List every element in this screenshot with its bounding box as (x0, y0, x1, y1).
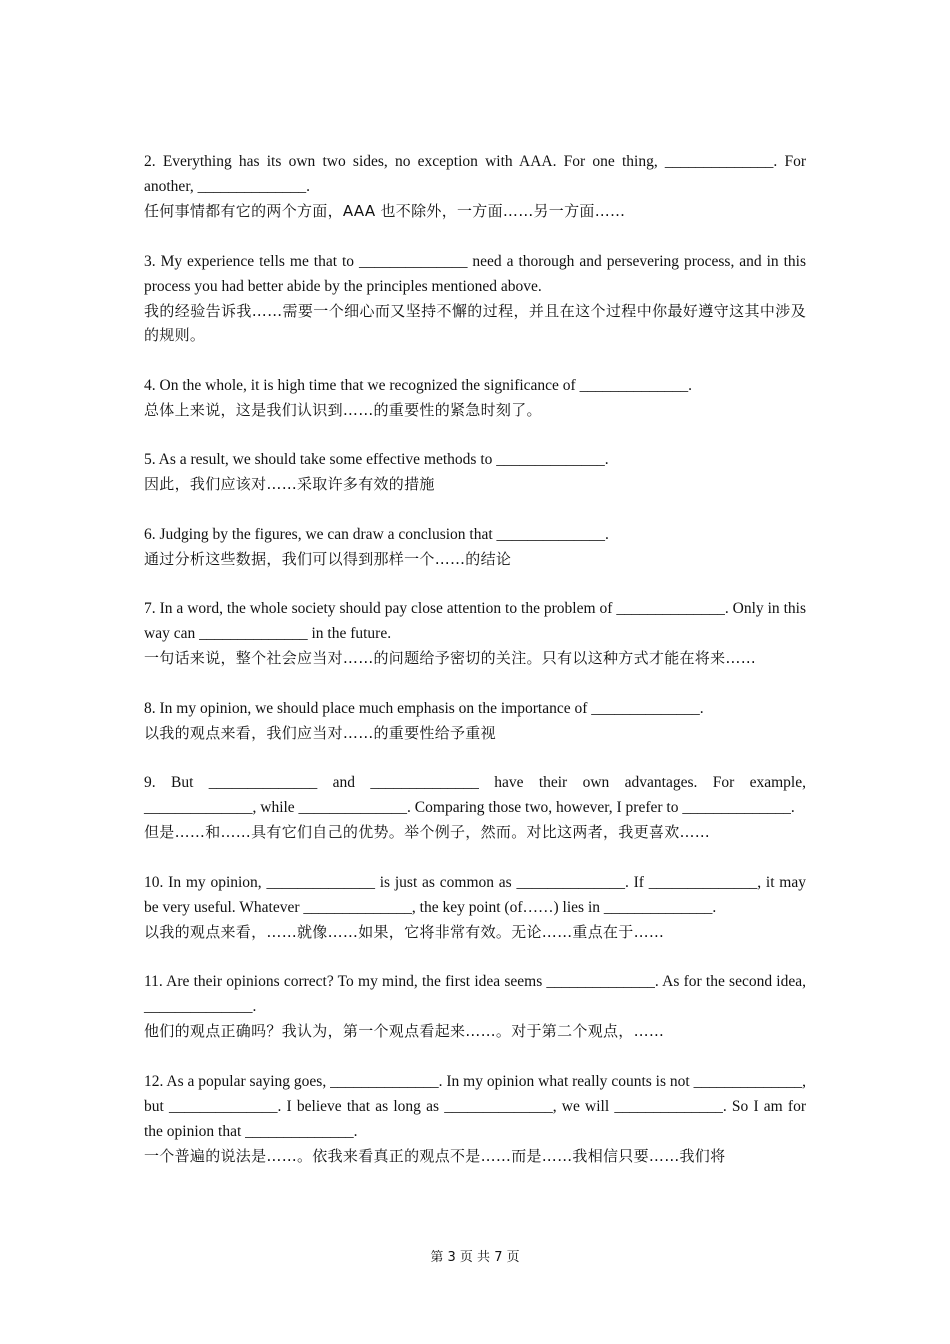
list-item (144, 149, 806, 224)
english-sentence: 11. Are their opinions correct? To my mind, the first idea seems ______________. As for the second idea, ______________. (144, 973, 806, 1015)
english-sentence: 10. In my opinion, ______________ is just as common as ______________. If ______________, it may be very useful. Whatever ______________, the key point (of……) lies in ______________. (144, 873, 806, 916)
chinese-translation: 但是……和……具有它们自己的优势。举个例子，然而。对比这两者，我更喜欢…… (144, 823, 711, 841)
list-item (144, 596, 806, 671)
chinese-translation: 总体上来说，这是我们认识到……的重要性的紧急时刻了。 (144, 400, 542, 419)
list-item (144, 522, 806, 572)
english-sentence: 7. In a word, the whole society should pay close attention to the problem of ______________. Only in this way can ______________ in the future. (144, 600, 806, 642)
english-sentence: 5. As a result, we should take some effective methods to ______________. (144, 451, 609, 468)
english-sentence: 8. In my opinion, we should place much emphasis on the importance of ______________. (144, 699, 704, 717)
chinese-translation: 以我的观点来看，我们应当对……的重要性给予重视 (144, 723, 496, 742)
chinese-translation: 一句话来说，整个社会应当对……的问题给予密切的关注。只有以这种方式才能在将来…… (144, 649, 757, 667)
list-item (144, 870, 806, 945)
list-item (144, 969, 806, 1044)
list-item (144, 447, 806, 497)
english-sentence: 2. Everything has its own two sides, no exception with AAA. For one thing, ______________. For another, ______________. (144, 153, 806, 195)
chinese-translation: 以我的观点来看，……就像……如果，它将非常有效。无论……重点在于…… (144, 922, 665, 941)
list-item (144, 373, 806, 423)
english-sentence: 9. But ______________ and ______________ have their own advantages. For example, ______________, while ______________. Comparing those two, however, I prefer to ______________. (144, 774, 806, 816)
chinese-translation: 我的经验告诉我……需要一个细心而又坚持不懈的过程，并且在这个过程中你最好遵守这其中涉及的规则。 (144, 301, 806, 344)
english-sentence: 6. Judging by the figures, we can draw a conclusion that ______________. (144, 525, 609, 543)
list-item (144, 249, 806, 348)
list-item (144, 770, 806, 845)
english-sentence: 4. On the whole, it is high time that we recognized the significance of ______________. (144, 376, 692, 394)
english-sentence: 12. As a popular saying goes, ______________. In my opinion what really counts is not ______________, but ______________. I believe that as long as ______________, we will ______________. So I am for the opinion that ______________. (144, 1072, 806, 1140)
list-item (144, 696, 806, 746)
phrase-list (144, 149, 806, 1193)
chinese-translation: 他们的观点正确吗？我认为，第一个观点看起来……。对于第二个观点，…… (144, 1022, 665, 1040)
english-sentence: 3. My experience tells me that to ______________ need a thorough and persevering process, and in this process you had better abide by the principles mentioned above. (144, 252, 806, 295)
chinese-translation: 任何事情都有它的两个方面，AAA 也不除外，一方面……另一方面…… (144, 202, 626, 220)
page-number-footer: 第 3 页 共 7 页 (430, 1250, 520, 1265)
chinese-translation: 一个普遍的说法是……。依我来看真正的观点不是……而是……我相信只要……我们将 (144, 1146, 726, 1165)
list-item (144, 1069, 806, 1169)
chinese-translation: 因此，我们应该对……采取许多有效的措施 (144, 475, 435, 493)
chinese-translation: 通过分析这些数据，我们可以得到那样一个……的结论 (144, 549, 512, 568)
